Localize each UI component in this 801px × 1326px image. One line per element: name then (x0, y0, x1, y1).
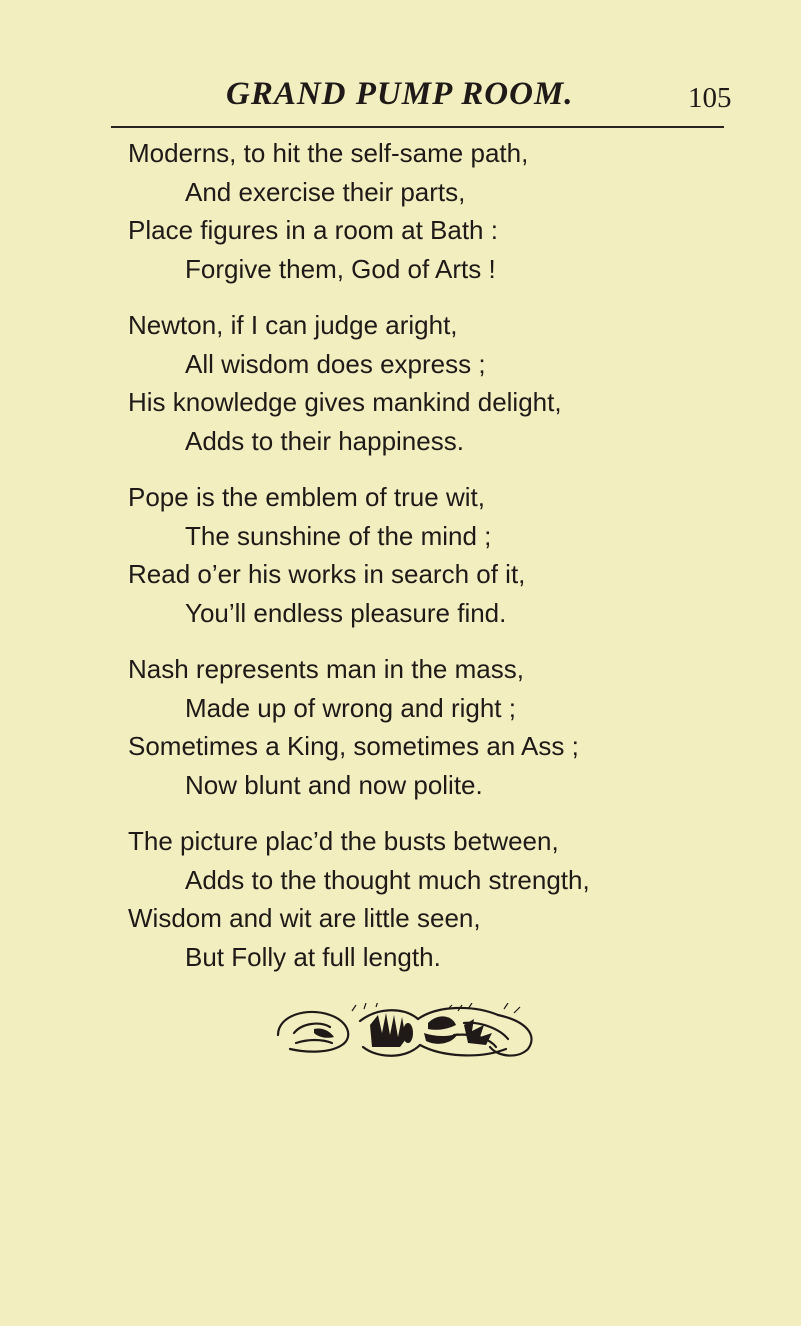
stanza-3 (128, 478, 788, 632)
floral-tailpiece-ornament-icon (268, 1003, 542, 1061)
poem-line: Sometimes a King, sometimes an Ass ; (128, 731, 579, 761)
running-head (0, 72, 801, 116)
poem-line: Made up of wrong and right ; (185, 692, 516, 723)
poem-line: Newton, if I can judge aright, (128, 310, 458, 340)
poem-line: Pope is the emblem of true wit, (128, 482, 485, 512)
running-title: GRAND PUMP ROOM. (226, 76, 574, 112)
stanza-5 (128, 822, 788, 976)
poem-line: You’ll endless pleasure find. (185, 597, 507, 628)
stanza-4 (128, 650, 788, 804)
poem-line: Nash represents man in the mass, (128, 654, 524, 684)
poem-line: All wisdom does express ; (185, 348, 486, 379)
poem-line: Now blunt and now polite. (185, 769, 483, 800)
poem-line: His knowledge gives mankind delight, (128, 387, 562, 417)
poem-line: The sunshine of the mind ; (185, 520, 492, 551)
poem-line: Wisdom and wit are little seen, (128, 903, 481, 933)
stanza-1 (128, 134, 788, 288)
poem (128, 134, 788, 994)
page-number: 105 (688, 82, 732, 114)
poem-line: The picture plac’d the busts between, (128, 826, 559, 856)
poem-line: Place figures in a room at Bath : (128, 215, 498, 245)
poem-line: But Folly at full length. (185, 941, 441, 972)
poem-line: Adds to the thought much strength, (185, 864, 590, 895)
poem-line: Adds to their happiness. (185, 425, 464, 456)
poem-line: Forgive them, God of Arts ! (185, 253, 496, 284)
poem-line: Moderns, to hit the self-same path, (128, 138, 529, 168)
stanza-2 (128, 306, 788, 460)
poem-line: Read o’er his works in search of it, (128, 559, 526, 589)
poem-line: And exercise their parts, (185, 176, 466, 207)
header-rule (111, 126, 724, 128)
